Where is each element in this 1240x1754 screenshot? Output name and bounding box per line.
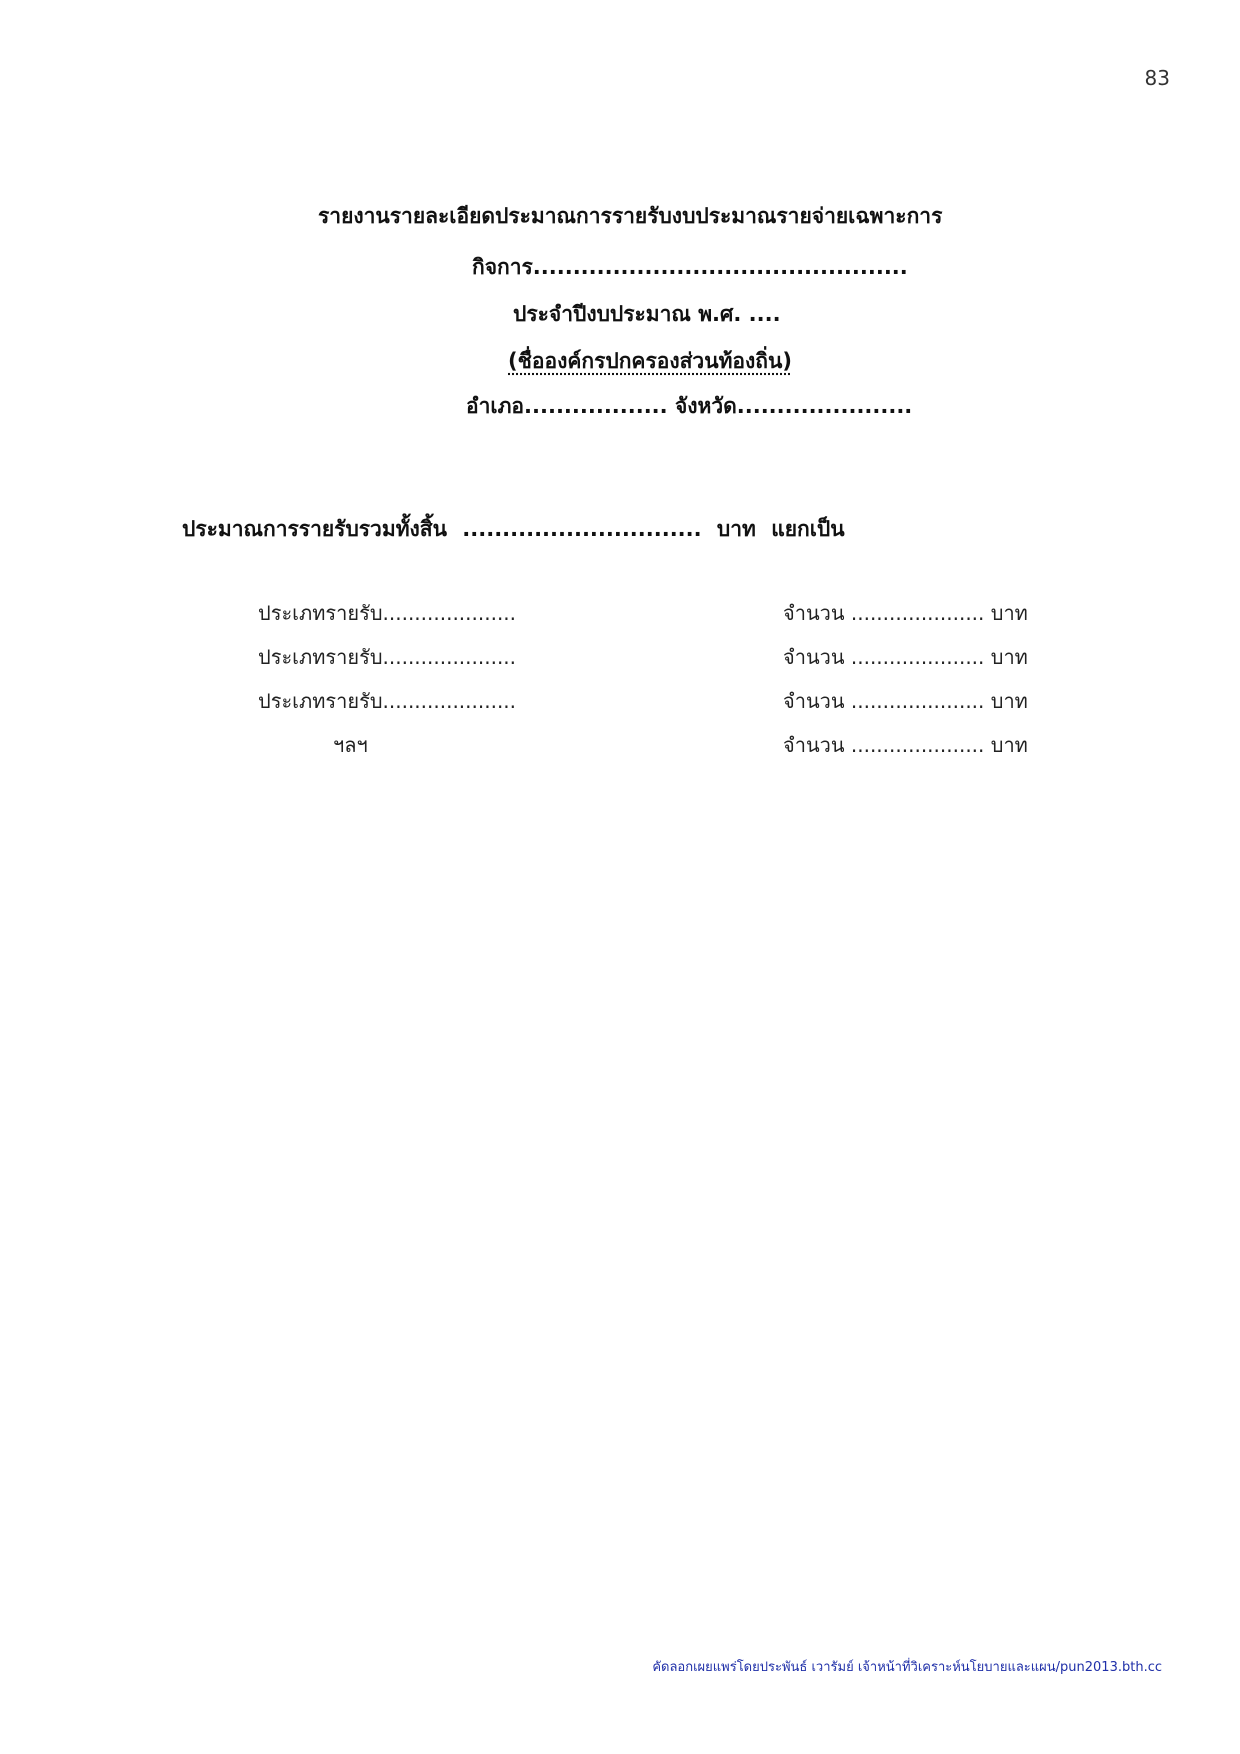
- total-revenue-line: [182, 513, 853, 546]
- revenue-item-amount: จำนวน ..................... บาท: [783, 689, 1028, 713]
- report-title: รายงานรายละเอียดประมาณการรายรับงบประมาณรายจ่ายเฉพาะการ: [318, 204, 943, 228]
- footer-credit: คัดลอกเผยแพร่โดยประพันธ์ เวารัมย์ เจ้าหน้าที่วิเคราะห์นโยบายและแผน/pun2013.bth.cc: [652, 1660, 1162, 1675]
- fiscal-year-line: ประจำปีงบประมาณ พ.ศ. ....: [513, 302, 781, 326]
- revenue-item-amount: จำนวน ..................... บาท: [783, 601, 1028, 625]
- total-unit: บาท: [716, 517, 756, 541]
- location-line: อำเภอ.................. จังหวัด......................: [466, 394, 913, 418]
- revenue-item-amount: จำนวน ..................... บาท: [783, 733, 1028, 757]
- revenue-item-row: [0, 685, 1240, 713]
- revenue-item-row: [0, 729, 1240, 757]
- revenue-item-label: ประเภทรายรับ.....................: [258, 689, 517, 713]
- revenue-item-label: ฯลฯ: [333, 733, 368, 757]
- revenue-item-amount: จำนวน ..................... บาท: [783, 645, 1028, 669]
- revenue-item-row: [0, 597, 1240, 625]
- total-suffix: แยกเป็น: [771, 517, 845, 541]
- revenue-item-label: ประเภทรายรับ.....................: [258, 645, 517, 669]
- revenue-item-row: [0, 641, 1240, 669]
- page-number: 83: [1144, 66, 1170, 90]
- business-line: กิจการ...............................................: [472, 255, 908, 279]
- total-value: ..............................: [462, 517, 702, 541]
- total-label: ประมาณการรายรับรวมทั้งสิ้น: [182, 517, 447, 541]
- revenue-item-label: ประเภทรายรับ.....................: [258, 601, 517, 625]
- org-name-line: (ชื่อองค์กรปกครองส่วนท้องถิ่น): [508, 349, 792, 373]
